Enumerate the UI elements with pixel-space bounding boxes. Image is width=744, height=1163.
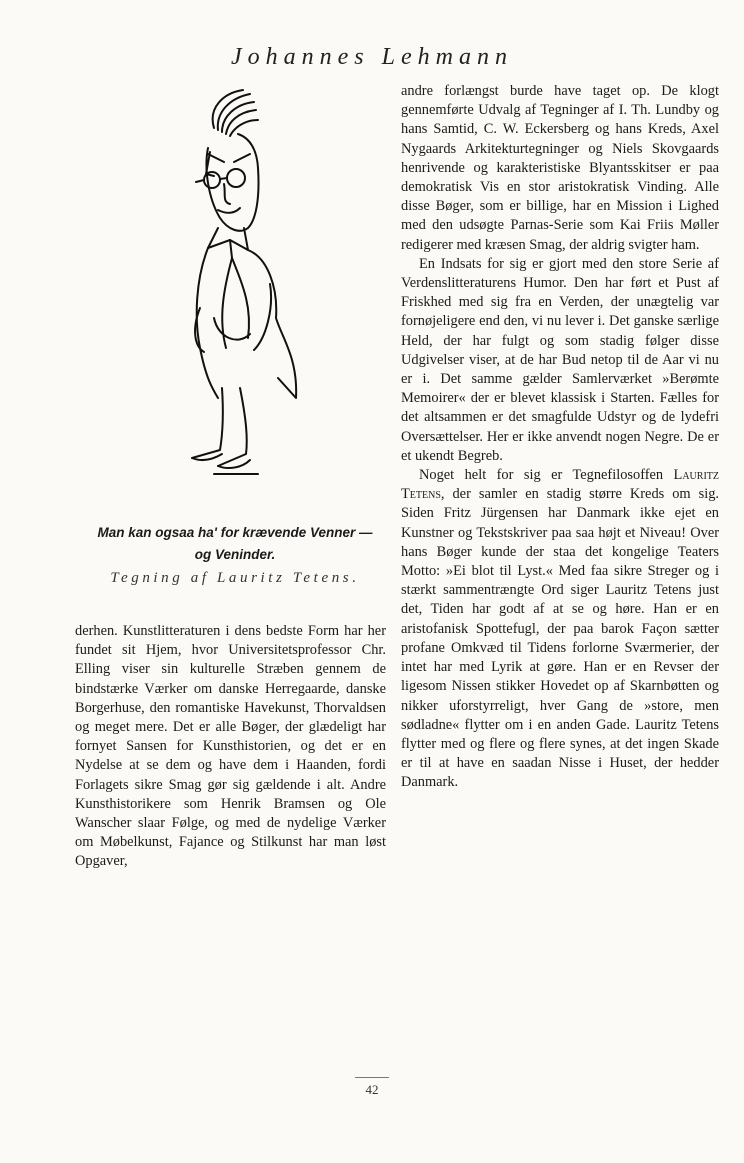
left-column [75,622,386,872]
paragraph-3-rest: , der samler en stadig større Kreds om sig. Siden Fritz Jürgensen har Danmark ikke ejet en Kunstner og Tekstskriver paa saa højt et Niveau! Over hans Bøger kunde der staa det kongelige Teaters Motto: »Ei blot til Lyst.« Med faa sikre Streger og i stærkt sammentrængte Ord siger Lauritz Tetens just det, Tiden har godt af at se og høre. Han er en aristofanisk Spottefugl, der paa barok Façon sætter profane Omkvæd til Tidens forlorne Sværmerier, der intet har med Lyrik at gøre. Han er en Revser der ligesom Nissen stikker Hovedet op af Skarnbøtten og nikker uforstyrreligt, hver Gang de »store, men sødladne« flytter om i en anden Gade. Lauritz Tetens flytter med og flere og flere synes, at det ingen Skade er til at have en saadan Nisse i Huset, der hedder Danmark. [401,486,719,791]
figure-credit: Tegning af Lauritz Tetens. [110,570,360,586]
paragraph-3-start: Noget helt for sig er Tegnefilosoffen [419,467,674,484]
right-paragraph-2: En Indsats for sig er gjort med den store Serie af Verdenslitteraturens Humor. Den har ført et Pust af Friskhed med sig fra en Verden, der unægtelig var fornøjeligere end den, vi nu lever i. Det ganske særlige Held, der har fulgt og som stadig følger disse Udgivelser viser, at de har Bud netop til de Aar vi nu er i. Det samme gælder Samlerværket »Berømte Memoirer« der er blevet klassisk i Starten. Fælles for det altsammen er det smagfulde Udstyr og de lydefri Oversættelser. Her er ikke anvendt nogen Negre. De er et ukendt Begreb. [401,255,719,464]
caption-line-1: Man kan ogsaa ha' for krævende Venner — [97,525,373,540]
page-number: 42 [365,1082,379,1097]
right-paragraph-3 [401,466,719,792]
left-paragraph-1: derhen. Kunstlitteraturen i dens bedste Form har her fundet sit Hjem, hvor Universitetsprofessor Chr. Elling viser sin kulturelle Stræben gennem de bindstærke Værker om danske Herregaarde, danske Borgerhuse, den romantiske Havekunst, Thorvaldsen og meget mere. Det er alle Bøger, der glædeligt har fornyet Sansen for Kunsthistorien, og det er en Nydelse at se dem og have dem i Haanden, fordi Forlagets sikre Smag gør sig gældende i alt. Andre Kunsthistorikere som Henrik Bramsen og Ole Wanscher slaar Følge, og med de nydelige Værker om Møbelkunst, Fajance og Stilkunst har man løst Opgaver, [75,623,386,870]
caricature-figure-icon [178,88,318,478]
running-header: Johannes Lehmann [231,44,513,70]
right-paragraph-1: andre forlængst burde have taget op. De klogt gennemførte Udvalg af Tegninger af I. Th. Lundby og hans Samtid, C. W. Eckersberg og hans Kreds, Axel Nygaards Arkitekturtegninger og Niels Skovgaards henrivende og karakteristiske Blyantsskitser er paa demokratisk Vis en stor aristokratisk Vinding. Alle disse Bøger, som er billige, har en Mission i Lighed med den udsøgte Parnas-Serie som Kai Friis Møller redigerer med kræsen Smag, der aldrig svigter ham. [401,83,719,253]
artist-name: Lauritz Tetens [401,467,719,503]
figure-caption [75,522,395,566]
right-column [401,82,719,793]
caption-line-2: og Veninder. [194,547,276,562]
footer-divider [355,1077,389,1078]
caricature-illustration [178,88,318,478]
